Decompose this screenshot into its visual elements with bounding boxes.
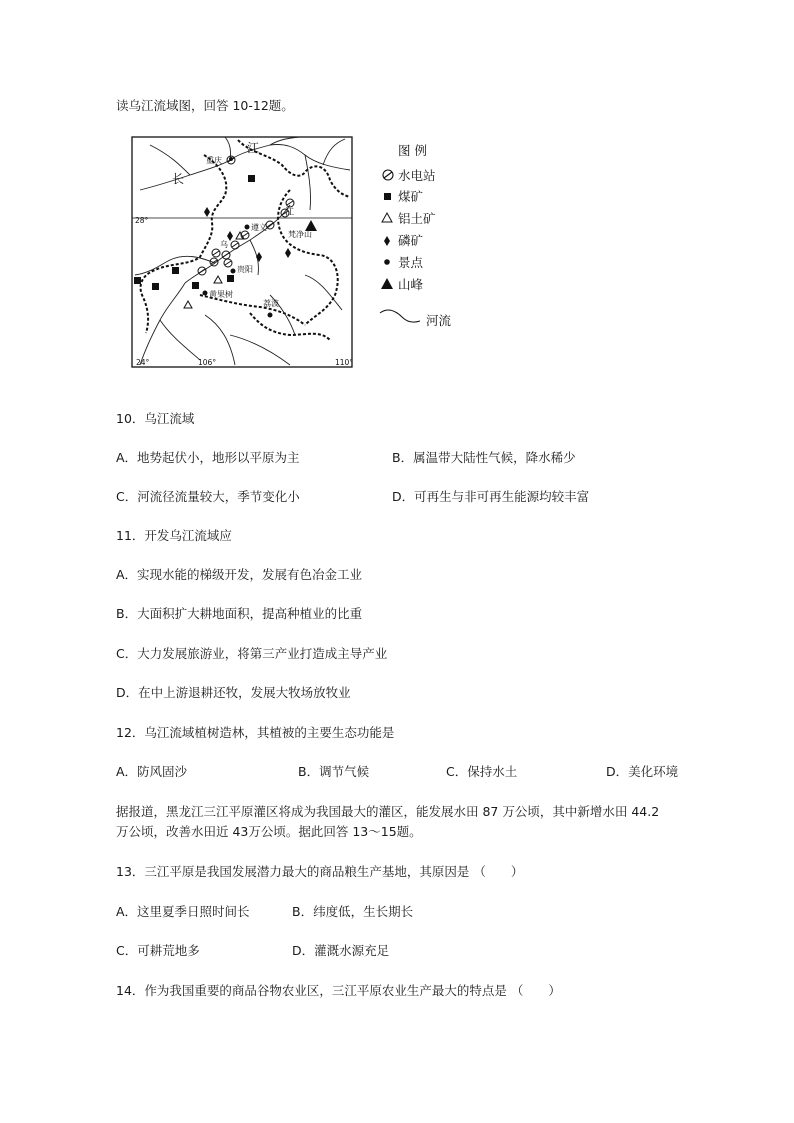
legend-phosphate-icon <box>384 236 390 246</box>
legend-label-hydropower: 水电站 <box>398 168 436 183</box>
q10-option-b: B．属温带大陆性气候，降水稀少 <box>392 450 576 465</box>
q10-option-c: C．河流径流量较大，季节变化小 <box>116 489 300 504</box>
label-river-chang: 长 <box>172 172 185 186</box>
q13-stem: 13．三江平原是我国发展潜力最大的商品粮生产基地，其原因是 （ ） <box>116 864 524 879</box>
q12-option-a: A．防风固沙 <box>116 764 188 779</box>
label-huangguoshu: 黄果树 <box>209 290 233 299</box>
legend-label-phosphate: 磷矿 <box>398 233 424 248</box>
legend-coal-icon <box>384 193 391 200</box>
passage-line-2: 万公顷，改善水田近 43万公顷。据此回答 13～15题。 <box>116 824 422 839</box>
legend-scenic-icon <box>384 259 390 265</box>
q11-option-c: C．大力发展旅游业，将第三产业打造成主导产业 <box>116 646 388 661</box>
label-libo: 荔波 <box>263 299 279 308</box>
label-fanjingshan: 梵净山 <box>288 230 312 239</box>
passage-line-1: 据报道，黑龙江三江平原灌区将成为我国最大的灌区，能发展水田 87 万公顷，其中新增水田 44.2 <box>116 804 660 819</box>
q11-option-a: A．实现水能的梯级开发，发展有色冶金工业 <box>116 567 363 582</box>
legend-label-river: 河流 <box>426 313 452 328</box>
label-river-jiang-2: 江 <box>285 208 295 218</box>
q13-option-b: B．纬度低，生长期长 <box>292 904 414 919</box>
q10-option-d: D．可再生与非可再生能源均较丰富 <box>392 489 590 504</box>
legend-label-bauxite: 铝土矿 <box>398 211 436 226</box>
q12-option-b: B．调节气候 <box>298 764 370 779</box>
q12-stem: 12．乌江流域植树造林，其植被的主要生态功能是 <box>116 725 395 740</box>
map-frame <box>132 137 352 367</box>
legend-peak-icon <box>381 278 393 289</box>
q14-stem: 14．作为我国重要的商品谷物农业区，三江平原农业生产最大的特点是 （ ） <box>116 983 561 998</box>
q11-option-d: D．在中上游退耕还牧，发展大牧场放牧业 <box>116 685 351 700</box>
q13-option-d: D．灌溉水源充足 <box>292 943 390 958</box>
label-river-jiang-1: 江 <box>247 141 260 155</box>
label-lat-28: 28° <box>135 216 149 225</box>
label-chongqing: 重庆 <box>206 156 222 165</box>
label-guiyang: 贵阳 <box>237 265 253 274</box>
q11-stem: 11．开发乌江流域应 <box>116 528 232 543</box>
legend-river-icon <box>380 310 420 322</box>
q10-stem: 10．乌江流域 <box>116 411 195 426</box>
legend-label-scenic: 景点 <box>398 255 424 270</box>
q13-option-a: A．这里夏季日照时间长 <box>116 904 250 919</box>
legend-label-peak: 山峰 <box>398 277 424 292</box>
label-river-wu: 乌 <box>220 240 228 249</box>
legend-hydropower-icon <box>383 170 393 180</box>
legend-bauxite-icon <box>382 213 392 222</box>
label-zunyi: 遵义 <box>251 223 267 232</box>
q12-option-c: C．保持水土 <box>446 764 518 779</box>
label-lon-110: 110° <box>335 358 354 367</box>
q10-option-a: A．地势起伏小，地形以平原为主 <box>116 450 300 465</box>
q12-option-d: D．美化环境 <box>606 764 679 779</box>
label-lat-24: 24° <box>136 358 150 367</box>
wujiang-basin-map <box>130 135 470 375</box>
intro-text: 读乌江流域图，回答 10-12题。 <box>116 98 294 113</box>
q11-option-b: B．大面积扩大耕地面积，提高种植业的比重 <box>116 606 363 621</box>
label-lon-106: 106° <box>198 358 217 367</box>
q13-option-c: C．可耕荒地多 <box>116 943 200 958</box>
legend-title: 图 例 <box>398 143 427 158</box>
legend-label-coal: 煤矿 <box>398 189 424 204</box>
map-legend <box>380 143 452 328</box>
